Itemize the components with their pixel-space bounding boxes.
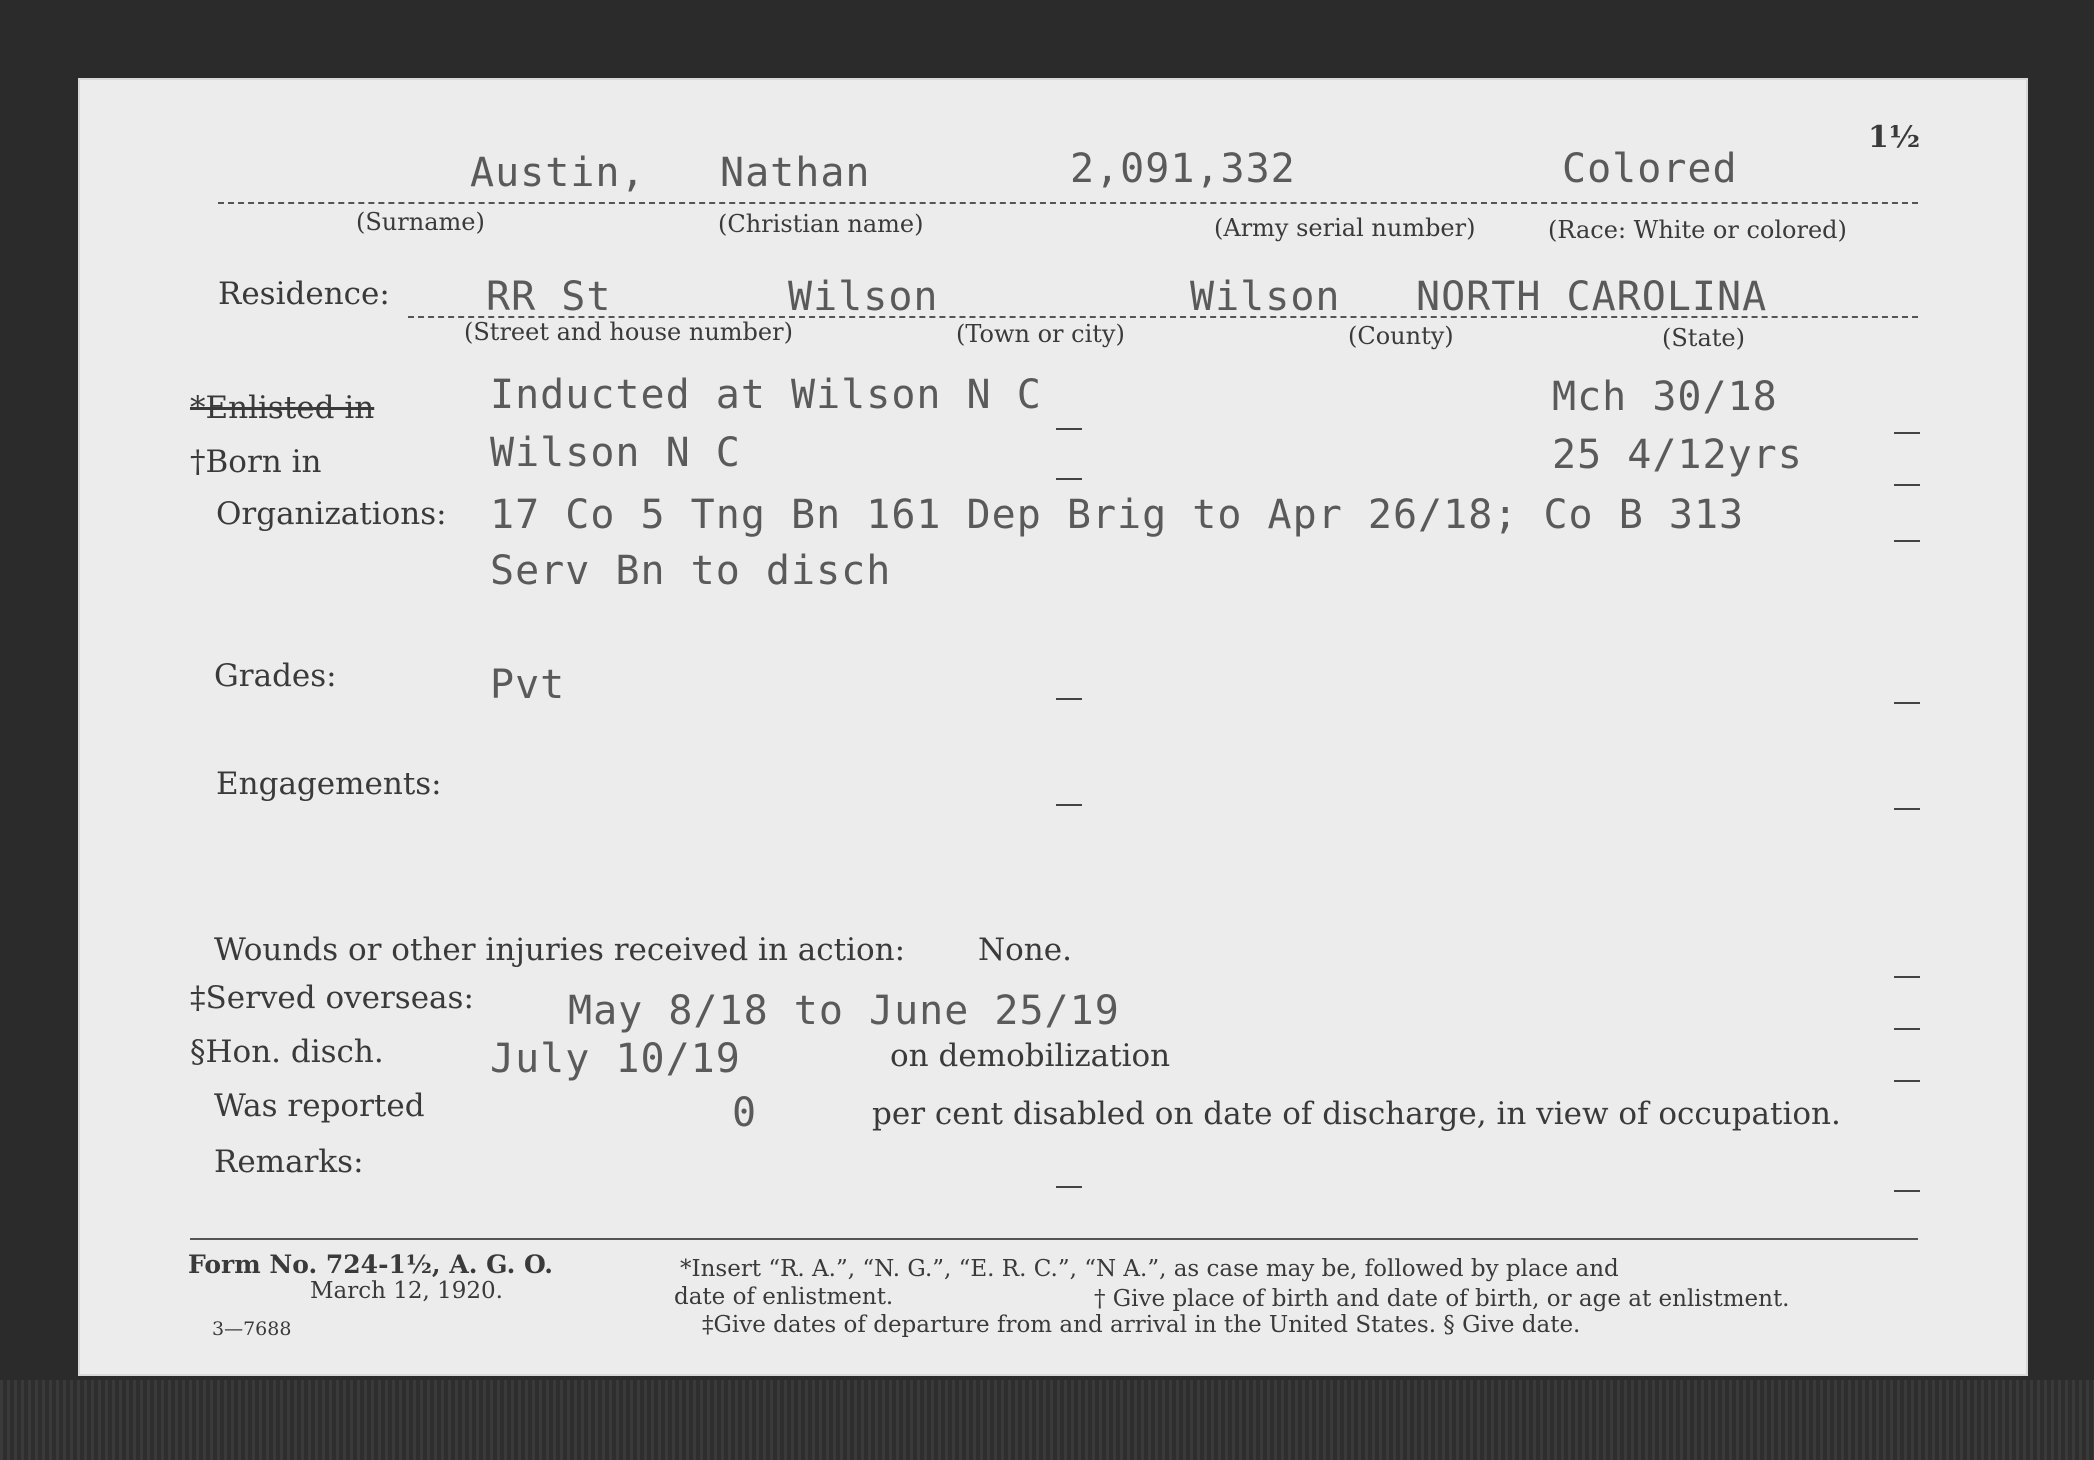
- tick-mark: [1894, 484, 1920, 486]
- born-value: Wilson N C: [490, 430, 741, 476]
- christian-name-value: Nathan: [720, 150, 871, 196]
- race-label: (Race: White or colored): [1548, 216, 1847, 244]
- serial-number-value: 2,091,332: [1070, 146, 1296, 192]
- age-value: 25 4/12yrs: [1552, 432, 1803, 478]
- was-reported-label: Was reported: [214, 1088, 425, 1124]
- disability-percent-value: 0: [732, 1090, 758, 1136]
- tick-mark: [1056, 804, 1082, 806]
- name-dotted-line: [218, 202, 1918, 204]
- tick-mark: [1894, 540, 1920, 542]
- tick-mark: [1894, 1080, 1920, 1082]
- demobilization-note: on demobilization: [890, 1038, 1171, 1074]
- form-date: March 12, 1920.: [310, 1278, 503, 1304]
- footnote-enlisted: *Insert “R. A.”, “N. G.”, “E. R. C.”, “N A.”, as case may be, followed by place and: [680, 1256, 1619, 1282]
- honorable-discharge-value: July 10/19: [490, 1036, 741, 1082]
- disability-text: per cent disabled on date of discharge, in view of occupation.: [872, 1096, 1841, 1132]
- tick-mark: [1894, 702, 1920, 704]
- honorable-discharge-label: §Hon. disch.: [190, 1034, 384, 1070]
- engagements-label: Engagements:: [216, 766, 442, 802]
- served-overseas-label: ‡Served overseas:: [190, 980, 474, 1016]
- form-number: Form No. 724-1½, A. G. O.: [188, 1250, 554, 1279]
- wounds-label: Wounds or other injuries received in action:: [214, 932, 906, 968]
- wounds-value: None.: [978, 932, 1072, 968]
- served-overseas-value: May 8/18 to June 25/19: [568, 988, 1120, 1034]
- background-strip: [0, 1380, 2094, 1460]
- tick-mark: [1894, 1028, 1920, 1030]
- residence-county-value: Wilson: [1190, 274, 1341, 320]
- residence-state-label: (State): [1662, 324, 1745, 352]
- organizations-label: Organizations:: [216, 496, 447, 532]
- tick-mark: [1894, 1190, 1920, 1192]
- residence-street-value: RR St: [486, 274, 612, 320]
- footer-rule: [190, 1238, 1918, 1240]
- enlisted-date-value: Mch 30/18: [1552, 374, 1778, 420]
- residence-county-label: (County): [1348, 322, 1454, 350]
- service-record-card: [78, 78, 2028, 1376]
- organizations-line-2: Serv Bn to disch: [490, 548, 892, 594]
- born-label: †Born in: [190, 444, 322, 480]
- residence-street-label: (Street and house number): [464, 318, 793, 346]
- footnote-overseas-discharge: ‡Give dates of departure from and arrival in the United States. § Give date.: [702, 1312, 1581, 1338]
- enlisted-label: *Enlisted in: [190, 390, 375, 426]
- organizations-line-1: 17 Co 5 Tng Bn 161 Dep Brig to Apr 26/18; Co B 313: [490, 492, 1745, 538]
- tick-mark: [1056, 698, 1082, 700]
- residence-label: Residence:: [218, 276, 390, 312]
- residence-state-value: NORTH CAROLINA: [1416, 274, 1768, 320]
- christian-name-label: (Christian name): [718, 210, 924, 238]
- corner-mark: 1½: [1868, 120, 1921, 155]
- tick-mark: [1056, 1186, 1082, 1188]
- surname-label: (Surname): [356, 208, 485, 236]
- residence-town-value: Wilson: [788, 274, 939, 320]
- grades-value: Pvt: [490, 662, 566, 708]
- tick-mark: [1894, 808, 1920, 810]
- remarks-label: Remarks:: [214, 1144, 364, 1180]
- enlisted-value: Inducted at Wilson N C: [490, 372, 1042, 418]
- serial-number-label: (Army serial number): [1214, 214, 1476, 242]
- tick-mark: [1056, 478, 1082, 480]
- footnote-enlisted-cont: date of enlistment.: [674, 1284, 894, 1310]
- residence-town-label: (Town or city): [956, 320, 1125, 348]
- footnote-born: † Give place of birth and date of birth, or age at enlistment.: [1094, 1286, 1790, 1312]
- race-value: Colored: [1562, 146, 1738, 192]
- tick-mark: [1894, 976, 1920, 978]
- tick-mark: [1894, 432, 1920, 434]
- surname-value: Austin,: [470, 150, 646, 196]
- tick-mark: [1056, 428, 1082, 430]
- print-code: 3—7688: [212, 1318, 292, 1340]
- grades-label: Grades:: [214, 658, 337, 694]
